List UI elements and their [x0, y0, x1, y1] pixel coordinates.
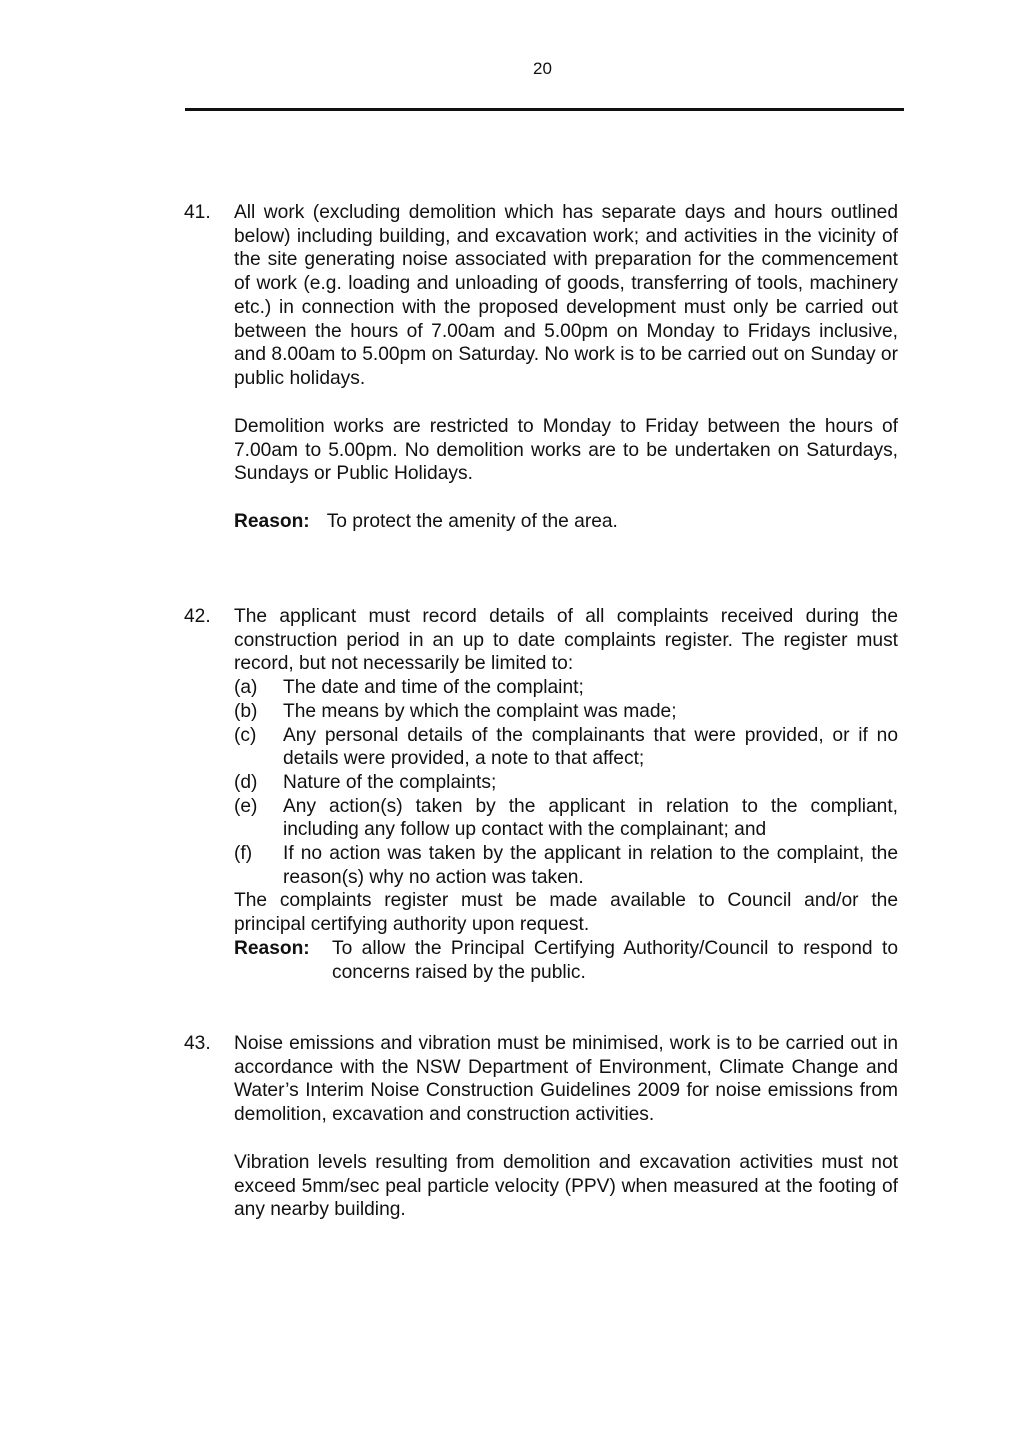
condition-43-number: 43. — [184, 1033, 211, 1054]
list-item-label: (d) — [234, 771, 258, 793]
list-item — [234, 842, 898, 889]
condition-41-paragraph-1: All work (excluding demolition which has separate days and hours outlined below) including building, and excavation work; and activities in the vicinity of the site generating noise associated with preparation for the commencement of work (e.g. loading and unloading of goods, transferring of tools, machinery etc.) in connection with the proposed development must only be carried out between the hours of 7.00am and 5.00pm on Monday to Fridays inclusive, and 8.00am to 5.00pm on Saturday. No work is to be carried out on Sunday or public holidays. — [234, 202, 898, 389]
reason-label: Reason: — [234, 937, 310, 959]
list-item-label: (f) — [234, 843, 253, 865]
list-item — [234, 700, 898, 724]
list-item-text: The means by which the complaint was made; — [283, 700, 677, 722]
condition-42-body — [234, 605, 898, 984]
reason-text: To allow the Principal Certifying Authority/Council to respond to concerns raised by the public. — [332, 937, 898, 983]
reason-label: Reason: — [234, 511, 310, 532]
condition-43-paragraph-2: Vibration levels resulting from demolition and excavation activities must not exceed 5mm/sec peal particle velocity (PPV) when measured at the footing of any nearby building. — [234, 1152, 898, 1221]
list-item-text: If no action was taken by the applicant in relation to the complaint, the reason(s) why no action was taken. — [283, 843, 898, 888]
list-item-text: Any personal details of the complainants that were provided, or if no details were provided, a note to that affect; — [283, 724, 898, 770]
condition-43-paragraph-1: Noise emissions and vibration must be minimised, work is to be carried out in accordance with the NSW Department of Environment, Climate Change and Water’s Interim Noise Construction Guidelines 2009 for noise emissions from demolition, excavation and construction activities. — [234, 1033, 898, 1126]
list-item-text: Any action(s) taken by the applicant in relation to the compliant, including any follow up contact with the complainant; and — [283, 795, 898, 841]
condition-42-number: 42. — [184, 606, 211, 627]
condition-42-reason — [234, 937, 898, 984]
header-divider — [185, 108, 904, 111]
list-item-label: (e) — [234, 795, 258, 817]
condition-42-intro: The applicant must record details of all complaints received during the construction period in an up to date complaints register. The register must record, but not necessarily be limited to: — [234, 606, 898, 675]
condition-41-paragraph-2: Demolition works are restricted to Monday to Friday between the hours of 7.00am to 5.00pm. No demolition works are to be undertaken on Saturdays, Sundays or Public Holidays. — [234, 416, 898, 485]
list-item-label: (b) — [234, 700, 258, 722]
list-item-label: (a) — [234, 677, 258, 699]
page-number: 20 — [533, 59, 552, 78]
list-item-label: (c) — [234, 724, 257, 746]
list-item-text: Nature of the complaints; — [283, 771, 497, 793]
list-item-text: The date and time of the complaint; — [283, 677, 584, 699]
condition-42-closing: The complaints register must be made available to Council and/or the principal certifying authority upon request. — [234, 890, 898, 936]
list-item — [234, 676, 898, 700]
list-item — [234, 724, 898, 771]
condition-41-number: 41. — [184, 202, 211, 223]
list-item — [234, 771, 898, 795]
list-item — [234, 795, 898, 842]
condition-41-reason — [234, 510, 618, 534]
reason-text: To protect the amenity of the area. — [326, 511, 618, 532]
